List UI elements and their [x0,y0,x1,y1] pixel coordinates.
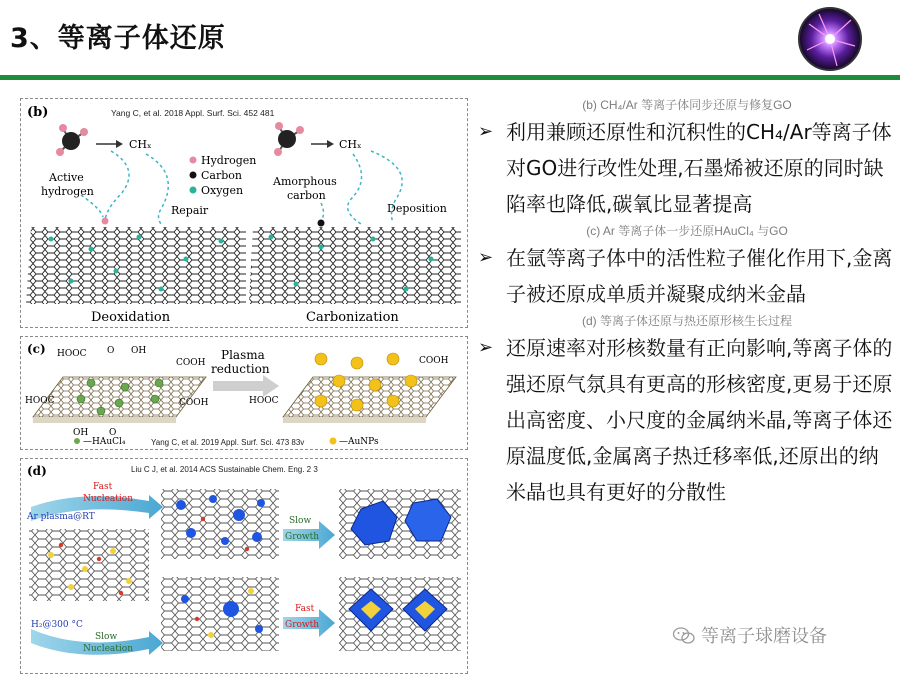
figure-panel-b [20,98,468,328]
page-title: 3、等离子体还原 [10,23,226,54]
caption-b: (b) CH₄/Ar 等离子体同步还原与修复GO [582,98,792,112]
carbonization-label: Carbonization [306,310,399,325]
cooh-top: COOH [176,358,206,368]
large-crystals-sheet [339,577,461,651]
h2-label: H₂@300 °C [31,620,83,630]
aunps-legend-dot [330,438,337,445]
bullet-b-text: 利用兼顾还原性和沉积性的CH₄/Ar等离子体对GO进行改性处理,石墨烯被还原的同时缺陷率也降低,碳氧比显著提高 [506,120,892,216]
aunps-label: —AuNPs [339,437,379,447]
cooh-right: COOH [419,356,449,366]
starting-graphene-sheet [29,529,149,601]
bullet-b [478,114,896,222]
sparse-nuclei-sheet [161,577,279,651]
hooc-right: HOOC [249,396,279,406]
oh-bottom: OH [73,428,89,438]
caption-d: (d) 等离子体还原与热还原形核生长过程 [581,314,792,328]
ch4-molecule-right [274,122,304,156]
bullet-arrow-icon: ➢ [478,247,494,268]
bullet-d-text: 还原速率对形核数量有正向影响,等离子体的强还原气氛具有更高的形核密度,更易于还原出高密度、小尺度的金属纳米晶,等离子体还原温度低,金属离子热迁移率低,还原出的纳米晶也具有更好的分散性 [506,336,893,504]
panel-d-letter: (d) [27,464,47,478]
legend-hydrogen: Hydrogen [201,154,257,167]
description-column [478,96,896,510]
bullet-d [478,330,896,510]
graphene-sheet-right [249,227,461,304]
small-crystals-sheet [339,489,461,559]
haucl4-label: —HAuCl₄ [83,437,126,447]
o-top: O [107,346,115,356]
fast-label-1: Fast [93,482,113,492]
reaction-arrow [213,375,279,397]
wechat-icon [673,627,695,645]
hydrogen-atom [102,218,109,225]
ch-left-label: CHₓ [129,138,152,151]
active-hydrogen-label-2: hydrogen [41,185,94,198]
slow-growth-label-1: Slow [289,516,312,526]
repair-label: Repair [171,204,209,217]
ch-right-label: CHₓ [339,138,362,151]
dense-nuclei-sheet [161,489,279,559]
hooc-top: HOOC [57,349,87,359]
legend-carbon: Carbon [201,169,242,182]
panel-b-citation: Yang C, et al. 2018 Appl. Surf. Sci. 452 481 [111,108,275,118]
bullet-arrow-icon: ➢ [478,337,494,358]
deposition-label: Deposition [387,202,447,215]
panel-d-citation: Liu C J, et al. 2014 ACS Sustainable Chem. Eng. 2 3 [131,465,318,474]
panel-c-citation: Yang C, et al. 2019 Appl. Surf. Sci. 473 83v [151,438,305,447]
legend-oxygen: Oxygen [201,184,244,197]
figure-panel-c [20,336,468,450]
plasma-label-2: reduction [211,362,270,376]
bullet-c-text: 在氩等离子体中的活性粒子催化作用下,金离子被还原成单质并凝聚成纳米金晶 [506,246,893,306]
nucleation-label-1: Nucleation [83,494,133,504]
plasma-label-1: Plasma [221,348,265,362]
oh-top: OH [131,346,147,356]
panel-c-letter: (c) [27,342,46,356]
bullet-arrow-icon: ➢ [478,121,494,142]
haucl4-legend-dot [74,438,80,444]
figure-panel-d [20,458,468,674]
header-divider [0,75,900,80]
bullet-c [478,240,896,312]
legend [190,154,257,197]
plasma-globe-logo [797,6,863,72]
panel-b-letter: (b) [27,105,49,120]
deoxidation-label: Deoxidation [91,310,171,325]
flow-arrows-left [81,151,168,224]
hooc-mid: HOOC [25,396,55,406]
slow-growth-label-2: Growth [285,532,320,542]
watermark-text: 等离子球磨设备 [701,626,827,647]
o-bottom: O [109,428,117,438]
carbon-atom [318,220,325,227]
amorphous-label-2: carbon [287,189,326,202]
ch4-molecule-left [56,124,88,156]
fast-growth-label-1: Fast [295,604,315,614]
fast-growth-label-2: Growth [285,620,320,630]
cooh-mid: COOH [179,398,209,408]
graphene-sheet-left [26,227,246,304]
amorphous-label-1: Amorphous [273,175,337,188]
slow-label: Slow [95,632,118,642]
nucleation-label-2: Nucleation [83,644,133,654]
caption-c: (c) Ar 等离子体一步还原HAuCl₄ 与GO [586,224,788,238]
active-hydrogen-label-1: Active [49,171,84,184]
watermark [673,622,827,648]
ar-plasma-label: Ar plasma@RT [27,512,95,522]
